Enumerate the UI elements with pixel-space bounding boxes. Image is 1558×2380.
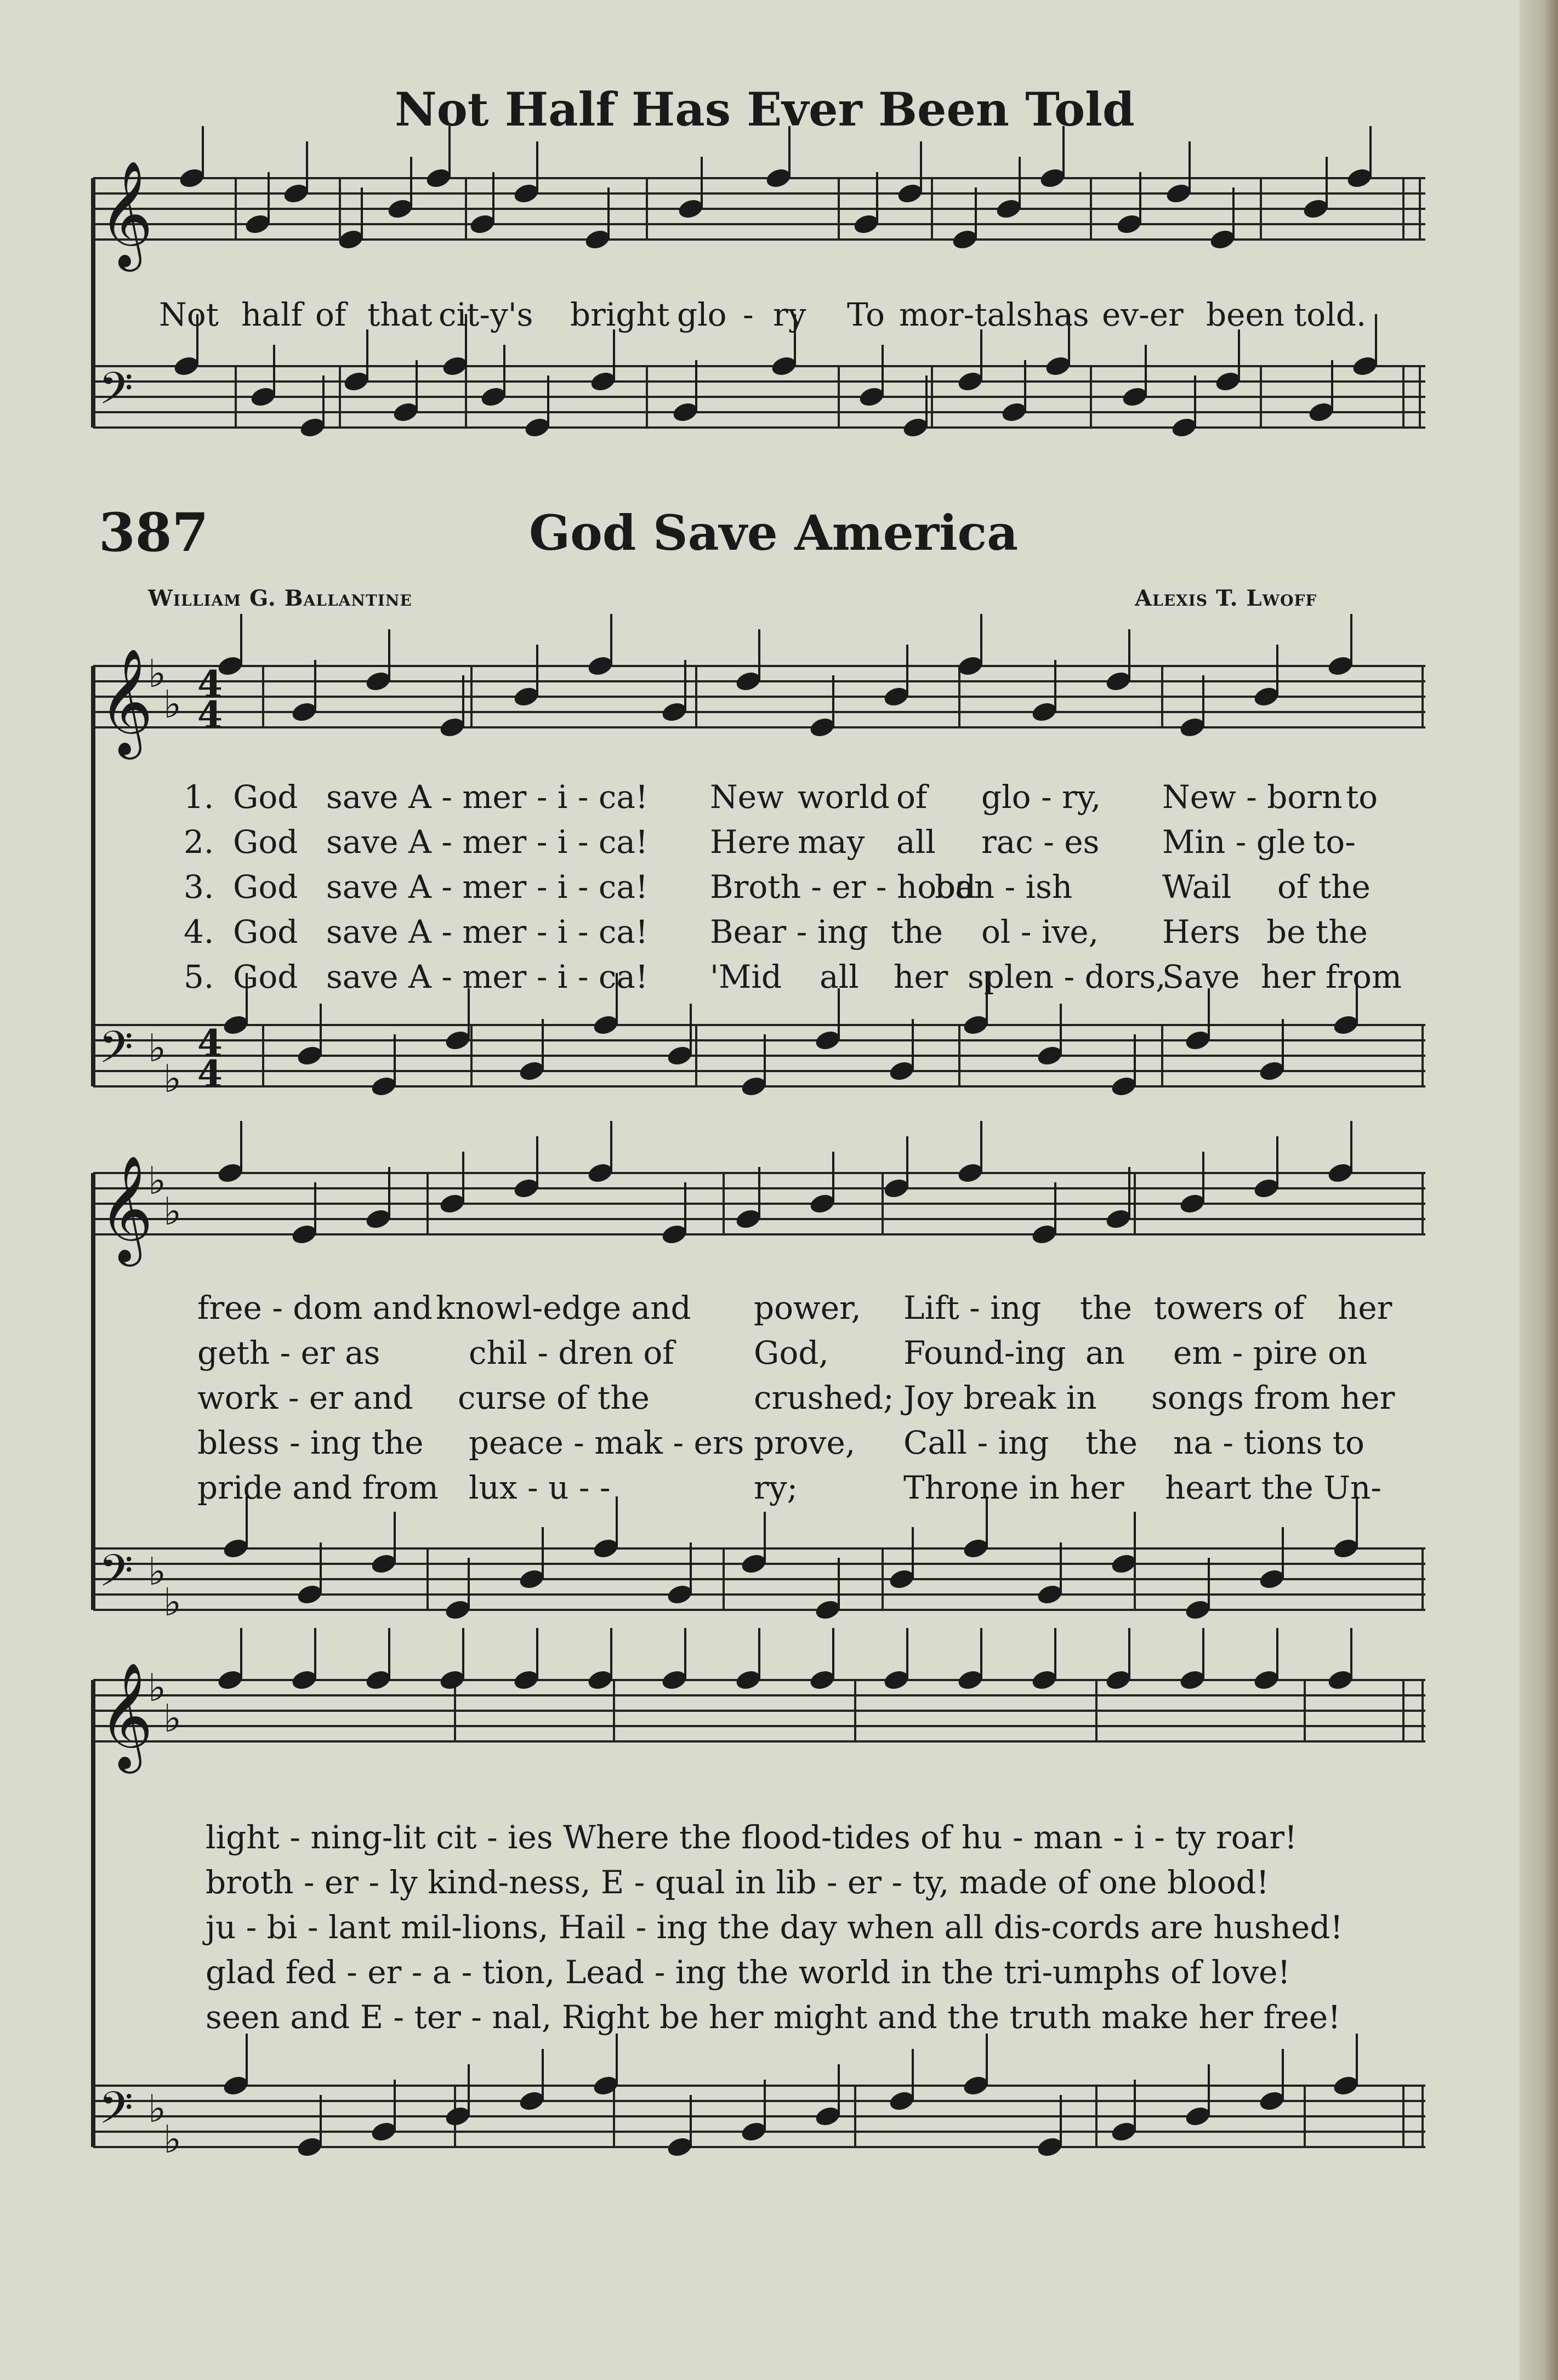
system3-verse4: glad fed - er - a - tion, Lead - ing the world in the tri-umphs of love! <box>206 1954 1290 1991</box>
flat-icon: ♭ <box>148 1158 167 1203</box>
time-signature-bottom: 4 <box>197 693 223 736</box>
bass-clef-icon: 𝄢 <box>99 1545 134 1608</box>
lyric-word: - <box>743 296 754 333</box>
hymn-title: God Save America <box>529 504 1019 561</box>
treble-clef-icon: 𝄞 <box>99 1661 153 1769</box>
lyric-word: Not <box>159 296 219 333</box>
bass-clef-icon: 𝄢 <box>99 363 134 425</box>
flat-icon: ♭ <box>148 1665 167 1710</box>
bass-clef-icon: 𝄢 <box>99 1022 134 1084</box>
hymnal-page: Not Half Has Ever Been Told 𝄞 𝄢 Not half of that cit-y's bright glo - ry To mor-tals has ev-er been told. 387 God Save America William G. Ballantine Alexis T. Lwoff 𝄞 𝄢 ♭ ♭ ♭ ♭ 𝄞 𝄢 ♭ ♭ ♭ ♭ 𝄞 𝄢 ♭ ♭ ♭ ♭ 4 4 4 4 1. God save A - mer - i - ca! New world of glo - ry, New - born to 2. God save A - mer - i - ca! Here may all rac - es Min - gle to- 3. God save A - mer - i - ca! Broth - er - hood ban - ish Wail of the 4. God save A - mer - i - ca! Bear - ing the ol - ive, Hers be the 5. God save A - mer - i - ca! 'Mid all her splen - dors, Save her from free - dom and knowl-edge and power, Lift - ing the towers of her geth - er as chil - dren of God, Found-ing an em - pire on work - er and curse of the crushed; Joy break in songs from her bless - ing the peace - mak - ers prove, Call - ing the na - tions to pride and from lux - u - - ry; Throne in her heart the Un- light - ning-lit cit - ies Where the flood-tides of hu - man - i - ty roar! broth - er - ly kind-ness, E - qual in lib - er - ty, made of one blood! ju - bi - lant mil-lions, Hail - ing the day when all dis-cords are hushed! glad fed - er - a - tion, Lead - ing the world in the tri-umphs of love! seen and E - ter - nal, Right be her might and the truth make her free! <box>0 0 1558 2380</box>
flat-icon: ♭ <box>148 1026 167 1071</box>
lyric-word: has <box>1033 296 1089 333</box>
prev-hymn-title: Not Half Has Ever Been Told <box>395 82 1135 136</box>
system3-verse2: broth - er - ly kind-ness, E - qual in lib - er - ty, made of one blood! <box>206 1864 1269 1901</box>
lyric-word: told. <box>1294 296 1367 333</box>
time-signature-top: 4 <box>197 663 223 705</box>
lyric-word: half <box>241 296 303 333</box>
hymn-author: William G. Ballantine <box>148 585 412 611</box>
flat-icon: ♭ <box>163 1056 182 1101</box>
bass-clef-icon: 𝄢 <box>99 2082 134 2145</box>
flat-icon: ♭ <box>163 1696 182 1741</box>
time-signature-bottom: 4 <box>197 1052 223 1095</box>
lyric-word: mor-tals <box>899 296 1033 333</box>
flat-icon: ♭ <box>163 1580 182 1625</box>
flat-icon: ♭ <box>148 651 167 696</box>
flat-icon: ♭ <box>163 1189 182 1234</box>
system3-verse3: ju - bi - lant mil-lions, Hail - ing the day when all dis-cords are hushed! <box>206 1909 1343 1946</box>
lyric-word: ry <box>773 296 806 333</box>
treble-clef-icon: 𝄞 <box>99 1154 153 1262</box>
lyric-word: bright <box>570 296 670 333</box>
treble-clef-icon: 𝄞 <box>99 647 153 755</box>
lyric-word: glo <box>677 296 727 333</box>
flat-icon: ♭ <box>163 2117 182 2162</box>
flat-icon: ♭ <box>148 1549 167 1594</box>
hymn-composer: Alexis T. Lwoff <box>1135 585 1317 611</box>
lyric-word: of <box>315 296 346 333</box>
system3-verse1: light - ning-lit cit - ies Where the flood-tides of hu - man - i - ty roar! <box>206 1819 1298 1856</box>
lyric-word: cit-y's <box>439 296 533 333</box>
time-signature-top: 4 <box>197 1022 223 1064</box>
hymn-number: 387 <box>99 502 209 563</box>
lyric-word: ev-er <box>1102 296 1184 333</box>
treble-clef-icon: 𝄞 <box>99 160 153 267</box>
system3-verse5: seen and E - ter - nal, Right be her might and the truth make her free! <box>206 1998 1341 2036</box>
lyric-word: that <box>367 296 433 333</box>
flat-icon: ♭ <box>148 2086 167 2131</box>
lyric-word: To <box>847 296 885 333</box>
lyric-word: been <box>1206 296 1285 333</box>
flat-icon: ♭ <box>163 682 182 727</box>
